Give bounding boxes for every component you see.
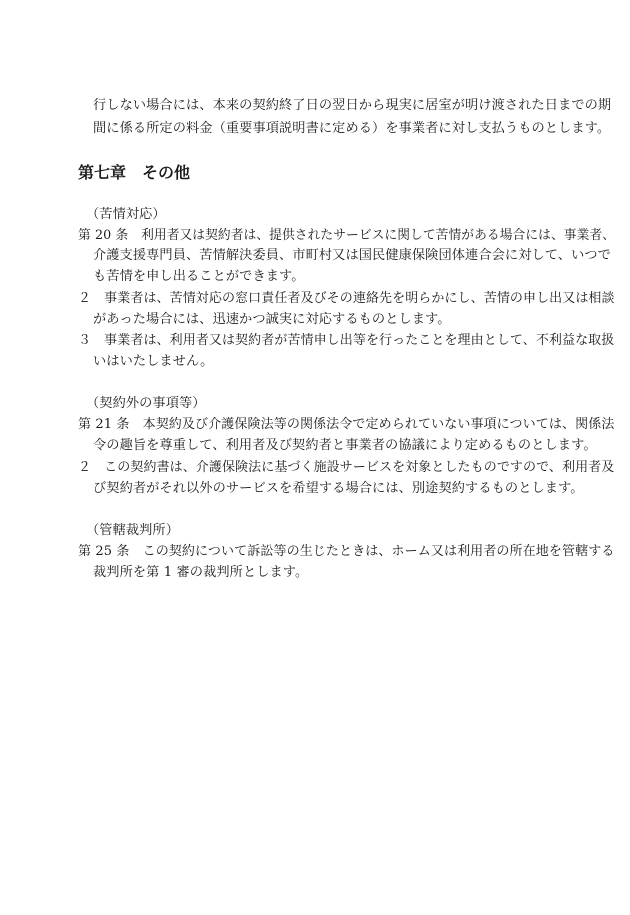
article-20-line-1: 第 20 条 利用者又は契約者は、提供されたサービスに関して苦情がある場合には、事業者、 xyxy=(78,228,616,243)
article-20-line-3: も苦情を申し出ることができます。 xyxy=(93,269,305,284)
article-20-para-3-line-1: ３ 事業者は、利用者又は契約者が苦情申し出等を行ったことを理由として、不利益な取扱 xyxy=(78,333,615,348)
article-25-line-2: 裁判所を第 1 審の裁判所とします。 xyxy=(93,565,309,580)
article-21-line-1: 第 21 条 本契約及び介護保険法等の関係法令で定められていない事項については、関係法 xyxy=(78,417,615,432)
caption-complaints: （苦情対応） xyxy=(86,207,166,222)
intro-line-1: 行しない場合には、本来の契約終了日の翌日から現実に居室が明け渡された日までの期 xyxy=(93,98,612,113)
article-21-para-2-line-2: び契約者がそれ以外のサービスを希望する場合には、別途契約するものとします。 xyxy=(93,481,584,496)
article-21-line-2: 令の趣旨を尊重して、利用者及び契約者と事業者の協議により定めるものとします。 xyxy=(93,438,597,453)
article-20-para-3-line-2: いはいたしません。 xyxy=(93,354,214,369)
article-25-line-1: 第 25 条 この契約について訴訟等の生じたときは、ホーム又は利用者の所在地を管轄する xyxy=(78,544,615,559)
article-20-para-2-line-1: ２ 事業者は、苦情対応の窓口責任者及びその連絡先を明らかにし、苦情の申し出又は相談 xyxy=(78,291,615,306)
article-21-para-2-line-1: ２ この契約書は、介護保険法に基づく施設サービスを対象としたものですので、利用者及 xyxy=(78,460,615,475)
caption-jurisdiction: （管轄裁判所） xyxy=(86,523,180,538)
intro-line-2: 間に係る所定の料金（重要事項説明書に定める）を事業者に対し支払うものとします。 xyxy=(93,121,611,136)
article-20-para-2-line-2: があった場合には、迅速かつ誠実に対応するものとします。 xyxy=(93,312,451,327)
chapter-title: 第七章 その他 xyxy=(78,163,191,182)
caption-outside-contract: （契約外の事項等） xyxy=(86,396,206,411)
article-20-line-2: 介護支援専門員、苦情解決委員、市町村又は国民健康保険団体連合会に対して、いつで xyxy=(93,248,611,263)
